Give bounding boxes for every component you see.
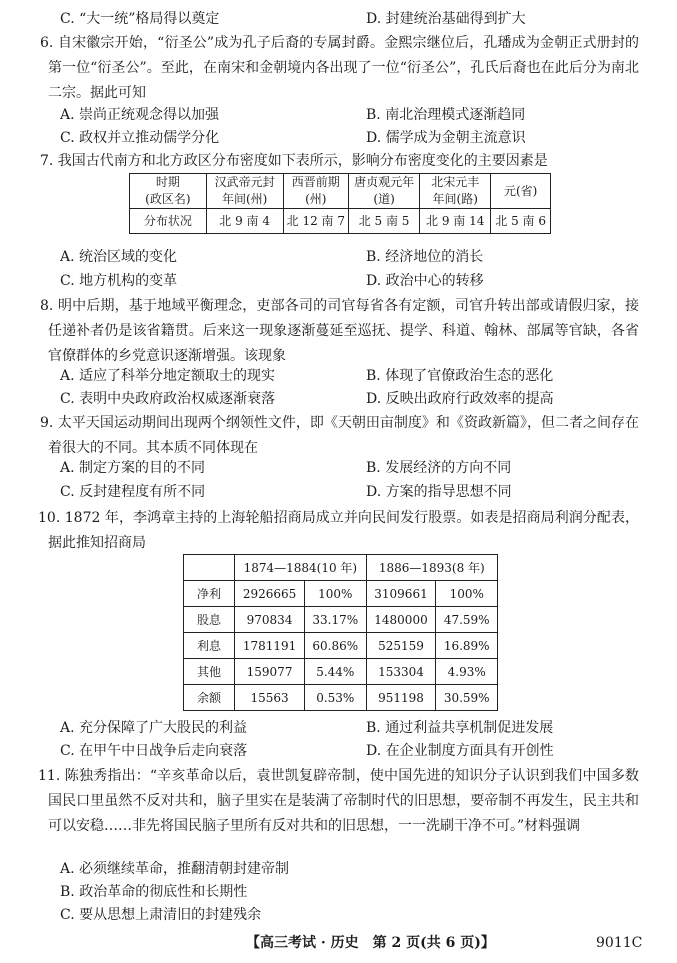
q11-option-c: C. 要从思想上肃清旧的封建残余 [60,907,262,923]
table-cell: 0.53% [305,685,367,711]
table-cell: 100% [436,581,498,607]
q5-option-d: D. 封建统治基础得到扩大 [366,11,526,27]
page-footer [0,932,677,954]
q6-option-a: A. 崇尚正统观念得以加强 [60,107,220,123]
q8-option-a: A. 适应了科举分地定额取士的现实 [60,368,276,384]
table-cell: 股息 [184,607,235,633]
table-cell: 1480000 [366,607,436,633]
table-cell: 北 5 南 6 [491,209,551,234]
table-cell: 5.44% [305,659,367,685]
q6-option-c: C. 政权并立推动儒学分化 [60,130,220,146]
table-cell: 西晋前期 (州) [283,174,348,209]
q10-option-d: D. 在企业制度方面具有开创性 [366,743,554,759]
table-cell: 余额 [184,685,235,711]
table-cell: 北 5 南 5 [349,209,420,234]
table-cell: 北 9 南 14 [420,209,491,234]
q10-option-a: A. 充分保障了广大股民的利益 [60,720,248,736]
q6-stem: 6. 自宋徽宗开始，“衍圣公”成为孔子后裔的专属封爵。金熙宗继位后，孔璠成为金朝正式册封的第一位“衍圣公”。至此，在南宋和金朝境内各出现了一位“衍圣公”，孔氏后裔也在此后分为南北二宗。据此可知 [40,35,639,101]
table-cell: 60.86% [305,633,367,659]
q9-option-c: C. 反封建程度有所不同 [60,484,206,500]
table-cell: 153304 [366,659,436,685]
q10-option-b: B. 通过利益共享机制促进发展 [366,720,554,736]
table-cell: 970834 [235,607,305,633]
table-cell: 3109661 [366,581,436,607]
table-header-row [130,174,551,209]
q8-option-b: B. 体现了官僚政治生态的恶化 [366,368,554,384]
q11-stem: 11. 陈独秀指出：“辛亥革命以后，袁世凯复辟帝制，使中国先进的知识分子认识到我们中国多数国民口里虽然不反对共和，脑子里实在是装满了帝制时代的旧思想，要帝制不再发生，民主共和可以安稳……非先将国民脑子里所有反对共和的旧思想，一一洗刷干净不可。”材料强调 [38,768,639,834]
q7-option-d: D. 政治中心的转移 [366,273,484,289]
table-cell: 净利 [184,581,235,607]
table-cell: 47.59% [436,607,498,633]
q9-option-b: B. 发展经济的方向不同 [366,460,512,476]
q7-table [129,173,551,234]
table-cell: 16.89% [436,633,498,659]
table-cell: 北宋元丰 年间(路) [420,174,491,209]
table-cell: 525159 [366,633,436,659]
q8-stem: 8. 明中后期，基于地域平衡理念，吏部各司的司官每省各有定额，司官升转出部或请假归家，接任递补者仍是该省籍贯。后来这一现象逐渐蔓延至巡抚、提学、科道、翰林、部属等官缺，各省官僚群体的乡党意识逐渐增强。该现象 [40,298,639,364]
table-cell: 30.59% [436,685,498,711]
q10-table [183,554,498,711]
footer-paper-code: 9011C [596,935,643,951]
table-cell: 元(省) [491,174,551,209]
table-cell: 951198 [366,685,436,711]
table-cell: 汉武帝元封 年间(州) [206,174,283,209]
table-row [184,581,498,607]
table-row [184,659,498,685]
q8-option-c: C. 表明中央政府政治权威逐渐衰落 [60,391,276,407]
q10-option-c: C. 在甲午中日战争后走向衰落 [60,743,248,759]
table-cell: 159077 [235,659,305,685]
table-row [184,607,498,633]
q11-option-b: B. 政治革命的彻底性和长期性 [60,884,248,900]
table-cell: 2926665 [235,581,305,607]
table-cell: 分布状况 [130,209,207,234]
table-header-row [184,555,498,581]
table-cell: 时期 (政区名) [130,174,207,209]
q7-option-b: B. 经济地位的消长 [366,249,484,265]
q6-option-d: D. 儒学成为金朝主流意识 [366,130,526,146]
q7-option-a: A. 统治区域的变化 [60,249,178,265]
table-cell [184,555,235,581]
q11-option-a: A. 必须继续革命，推翻清朝封建帝制 [60,861,290,877]
table-cell: 其他 [184,659,235,685]
q9-option-a: A. 制定方案的目的不同 [60,460,206,476]
table-cell: 33.17% [305,607,367,633]
table-row [130,209,551,234]
footer-page-info: 【高三考试 · 历史 第 2 页(共 6 页)】 [246,935,495,951]
table-cell: 1781191 [235,633,305,659]
table-cell: 15563 [235,685,305,711]
table-row [184,685,498,711]
q5-option-c: C. “大一统”格局得以奠定 [60,11,220,27]
table-cell: 1874—1884(10 年) [235,555,366,581]
table-cell: 1886—1893(8 年) [366,555,497,581]
q6-option-b: B. 南北治理模式逐渐趋同 [366,107,526,123]
q7-stem: 7. 我国古代南方和北方政区分布密度如下表所示，影响分布密度变化的主要因素是 [40,153,548,169]
table-cell: 利息 [184,633,235,659]
q10-stem: 10. 1872 年，李鸿章主持的上海轮船招商局成立并向民间发行股票。如表是招商局利润分配表，据此推知招商局 [38,510,639,551]
table-cell: 北 12 南 7 [283,209,348,234]
table-cell: 唐贞观元年 (道) [349,174,420,209]
table-row [184,633,498,659]
table-cell: 北 9 南 4 [206,209,283,234]
q7-option-c: C. 地方机构的变革 [60,273,178,289]
table-cell: 100% [305,581,367,607]
q9-option-d: D. 方案的指导思想不同 [366,484,512,500]
q9-stem: 9. 太平天国运动期间出现两个纲领性文件，即《天朝田亩制度》和《资政新篇》，但二者之间存在着很大的不同。其本质不同体现在 [40,415,639,456]
q8-option-d: D. 反映出政府行政效率的提高 [366,391,554,407]
table-cell: 4.93% [436,659,498,685]
